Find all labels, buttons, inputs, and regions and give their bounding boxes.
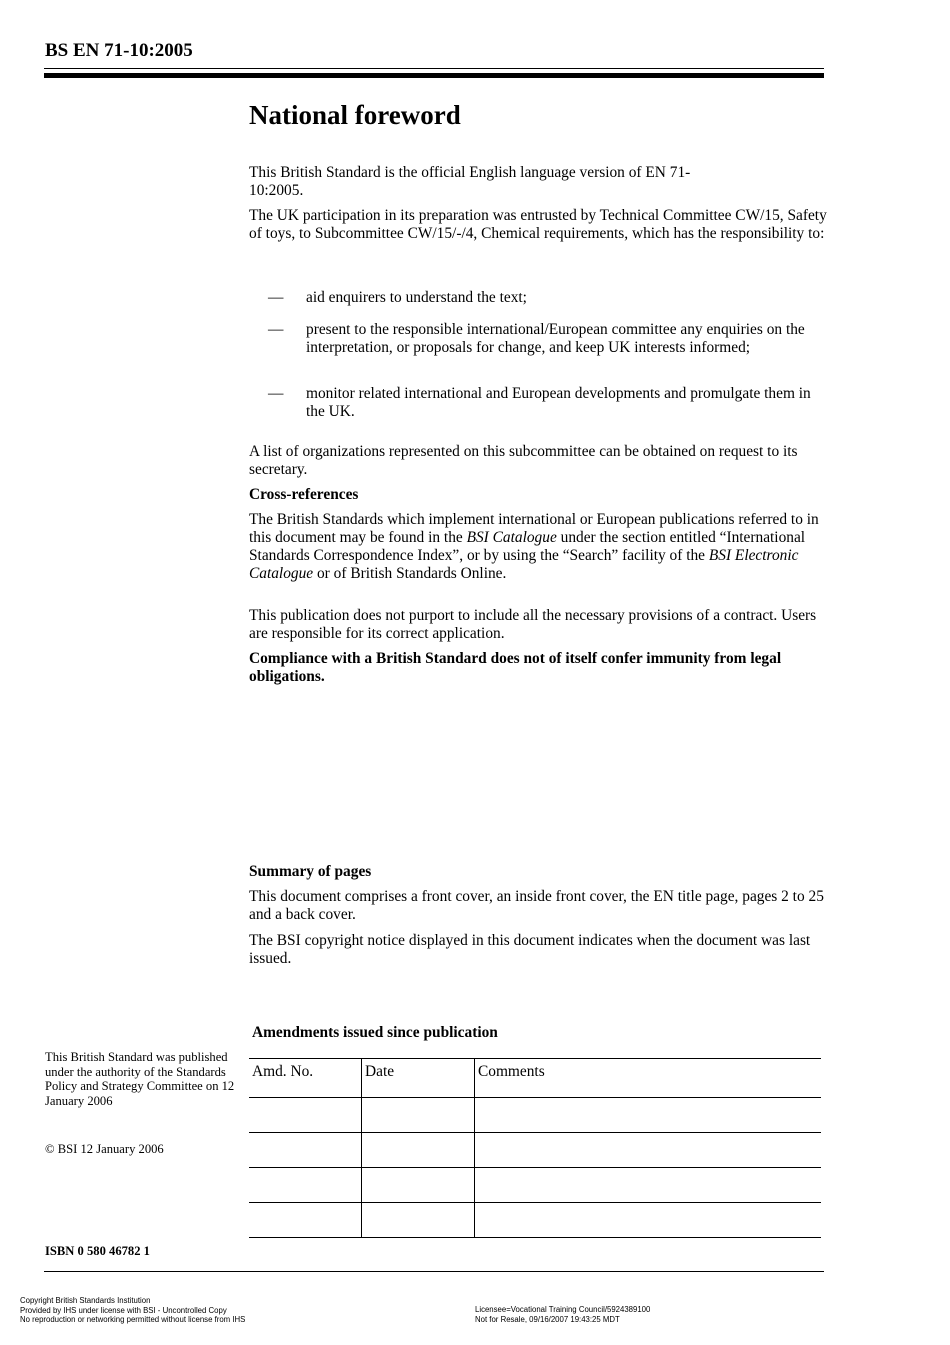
bullet-marker: — bbox=[268, 289, 284, 306]
bullet-item: aid enquirers to understand the text; bbox=[306, 289, 527, 306]
organizations-paragraph: A list of organizations represented on this subcommittee can be obtained on request to its secretary. bbox=[249, 443, 798, 478]
bullet-item: monitor related international and European developments and promulgate them in the UK. bbox=[306, 385, 811, 420]
bullet-marker: — bbox=[268, 321, 284, 338]
summary-heading: Summary of pages bbox=[249, 863, 372, 880]
table-row bbox=[249, 1168, 821, 1203]
header-rule-thick bbox=[44, 73, 824, 78]
footer-license-right: Licensee=Vocational Training Council/5924389100 Not for Resale, 09/16/2007 19:43:25 MDT bbox=[475, 1305, 651, 1324]
table-row bbox=[249, 1203, 821, 1238]
publication-authority: This British Standard was published under the authority of the Standards Policy and Strategy Committee on 12 January 2006 bbox=[45, 1050, 235, 1108]
header-rule-thin bbox=[44, 68, 824, 69]
document-id: BS EN 71-10:2005 bbox=[45, 40, 193, 61]
compliance-statement: Compliance with a British Standard does not of itself confer immunity from legal obligations. bbox=[249, 650, 782, 685]
amendments-table bbox=[249, 1058, 821, 1238]
column-header-date: Date bbox=[362, 1059, 475, 1098]
table-row bbox=[249, 1098, 821, 1133]
provisions-paragraph: This publication does not purport to include all the necessary provisions of a contract. Users are responsible for its correct application. bbox=[249, 607, 817, 642]
table-row bbox=[249, 1133, 821, 1168]
column-header-amd-no: Amd. No. bbox=[249, 1059, 362, 1098]
footer-license-left: Copyright British Standards Institution Provided by IHS under license with BSI - Uncontrolled Copy No reproduction or networking permitted without license from IHS bbox=[20, 1296, 246, 1324]
summary-paragraph: This document comprises a front cover, an inside front cover, the EN title page, pages 2 to 25 and a back cover. bbox=[249, 888, 824, 923]
table-header-row bbox=[249, 1059, 821, 1098]
isbn: ISBN 0 580 46782 1 bbox=[45, 1244, 150, 1258]
crossref-heading: Cross-references bbox=[249, 486, 359, 503]
bullet-item: present to the responsible international/European committee any enquiries on the interpretation, or proposals for change, and keep UK interests informed; bbox=[306, 321, 805, 356]
footer-rule bbox=[44, 1271, 824, 1272]
intro-paragraph: This British Standard is the official English language version of EN 71-10:2005. bbox=[249, 164, 691, 199]
bsi-catalogue-title: BSI Catalogue bbox=[466, 529, 557, 546]
amendments-title: Amendments issued since publication bbox=[252, 1024, 498, 1041]
participation-paragraph: The UK participation in its preparation was entrusted by Technical Committee CW/15, Safety of toys, to Subcommittee CW/15/-/4, Chemical requirements, which has the responsibility to: bbox=[249, 207, 827, 242]
copyright-notice-paragraph: The BSI copyright notice displayed in this document indicates when the document was last issued. bbox=[249, 932, 811, 967]
bullet-marker: — bbox=[268, 385, 284, 402]
column-header-comments: Comments bbox=[475, 1059, 822, 1098]
bsi-electronic-catalogue-title: BSI Electronic Catalogue bbox=[249, 547, 799, 582]
bsi-copyright: © BSI 12 January 2006 bbox=[45, 1142, 164, 1156]
page-title: National foreword bbox=[249, 100, 461, 130]
crossref-paragraph: The British Standards which implement international or European publications referred to in this document may be found in the BSI Catalogue under the section entitled “International Standards Correspondence Index”, or by using the “Search” facility of the BSI Electronic Catalogue or of British Standards Online. bbox=[249, 511, 819, 582]
